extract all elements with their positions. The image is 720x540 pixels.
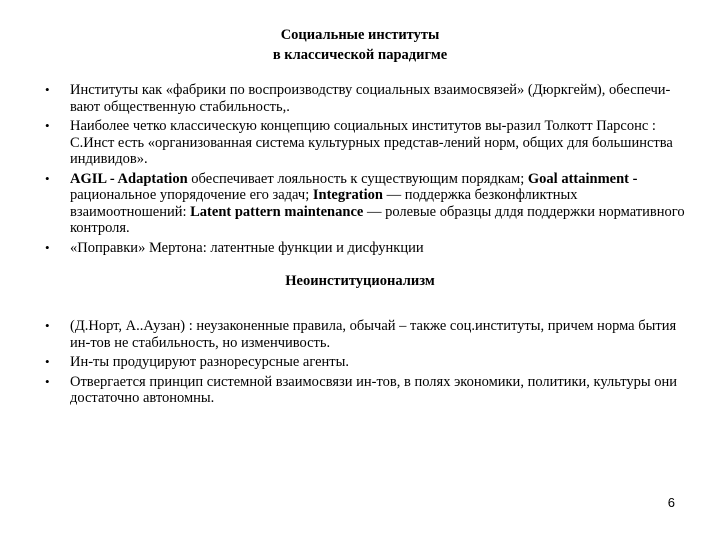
bullet-item-parsons [0,118,720,168]
page-number: 6 [667,495,675,510]
bullet-marker: • [45,82,50,97]
agil-integration-text: — поддержка безконфликтных взаимоотношений: [70,187,578,220]
bullet-marker: • [45,239,50,255]
bullet-marker: • [45,354,50,369]
bullet-text: Наиболее четко классическую концепцию социальных институтов вы-разил Толкотт Парсонс : С.Инст есть «организованная система культурных представ-лений норм, общих для большинства индивидов». [70,118,673,167]
slide-title-line-2: в классической парадигме [272,47,448,63]
bullet-text: Отвергается принцип системной взаимосвязи ин-тов, в полях экономики, политики, культуры они достаточно автономны. [70,373,678,406]
slide-title-line-1: Социальные институты [280,27,440,43]
bullet-item-durkheim [0,82,720,115]
bullet-text: (Д.Норт, А..Аузан) : неузаконенные правила, обычай – также соц.институты, причем норма бытия ин-тов не стабильность, но изменчивость. [70,318,677,351]
agil-goal-term: Goal attainment - [527,170,638,187]
bullet-text: Ин-ты продуцируют разноресурсные агенты. [70,354,349,370]
bullet-list-neo [0,318,720,407]
bullet-item-north-auzan [0,318,720,351]
bullet-marker: • [45,373,50,389]
section-heading: Неоинституционализм [285,273,435,289]
bullet-marker: • [45,170,50,186]
bullet-marker: • [45,318,50,333]
bullet-text: «Поправки» Мертона: латентные функции и дисфункции [70,239,424,256]
bullet-marker: • [45,118,50,133]
bullet-text: Институты как «фабрики по воспроизводству социальных взаимосвязей» (Дюркгейм), обеспечи-вают общественную стабильность,. [70,82,671,115]
agil-adaptation-term: AGIL - Adaptation [70,170,188,187]
bullet-item-autonomy [0,374,720,407]
agil-integration-term: Integration [312,187,383,203]
agil-latent-text: — ролевые образцы длдя поддержки нормативного контроля. [70,203,685,236]
bullet-item-agil [0,171,720,237]
agil-latent-term: Latent pattern maintenance [190,203,364,220]
agil-goal-text: рациональное упорядочение его задач; [70,187,313,203]
agil-adaptation-text: обеспечивает лояльность к существующим порядкам; [187,170,528,187]
bullet-item-agents [0,354,720,371]
bullet-list-classic [0,82,720,256]
bullet-item-merton [0,240,720,257]
